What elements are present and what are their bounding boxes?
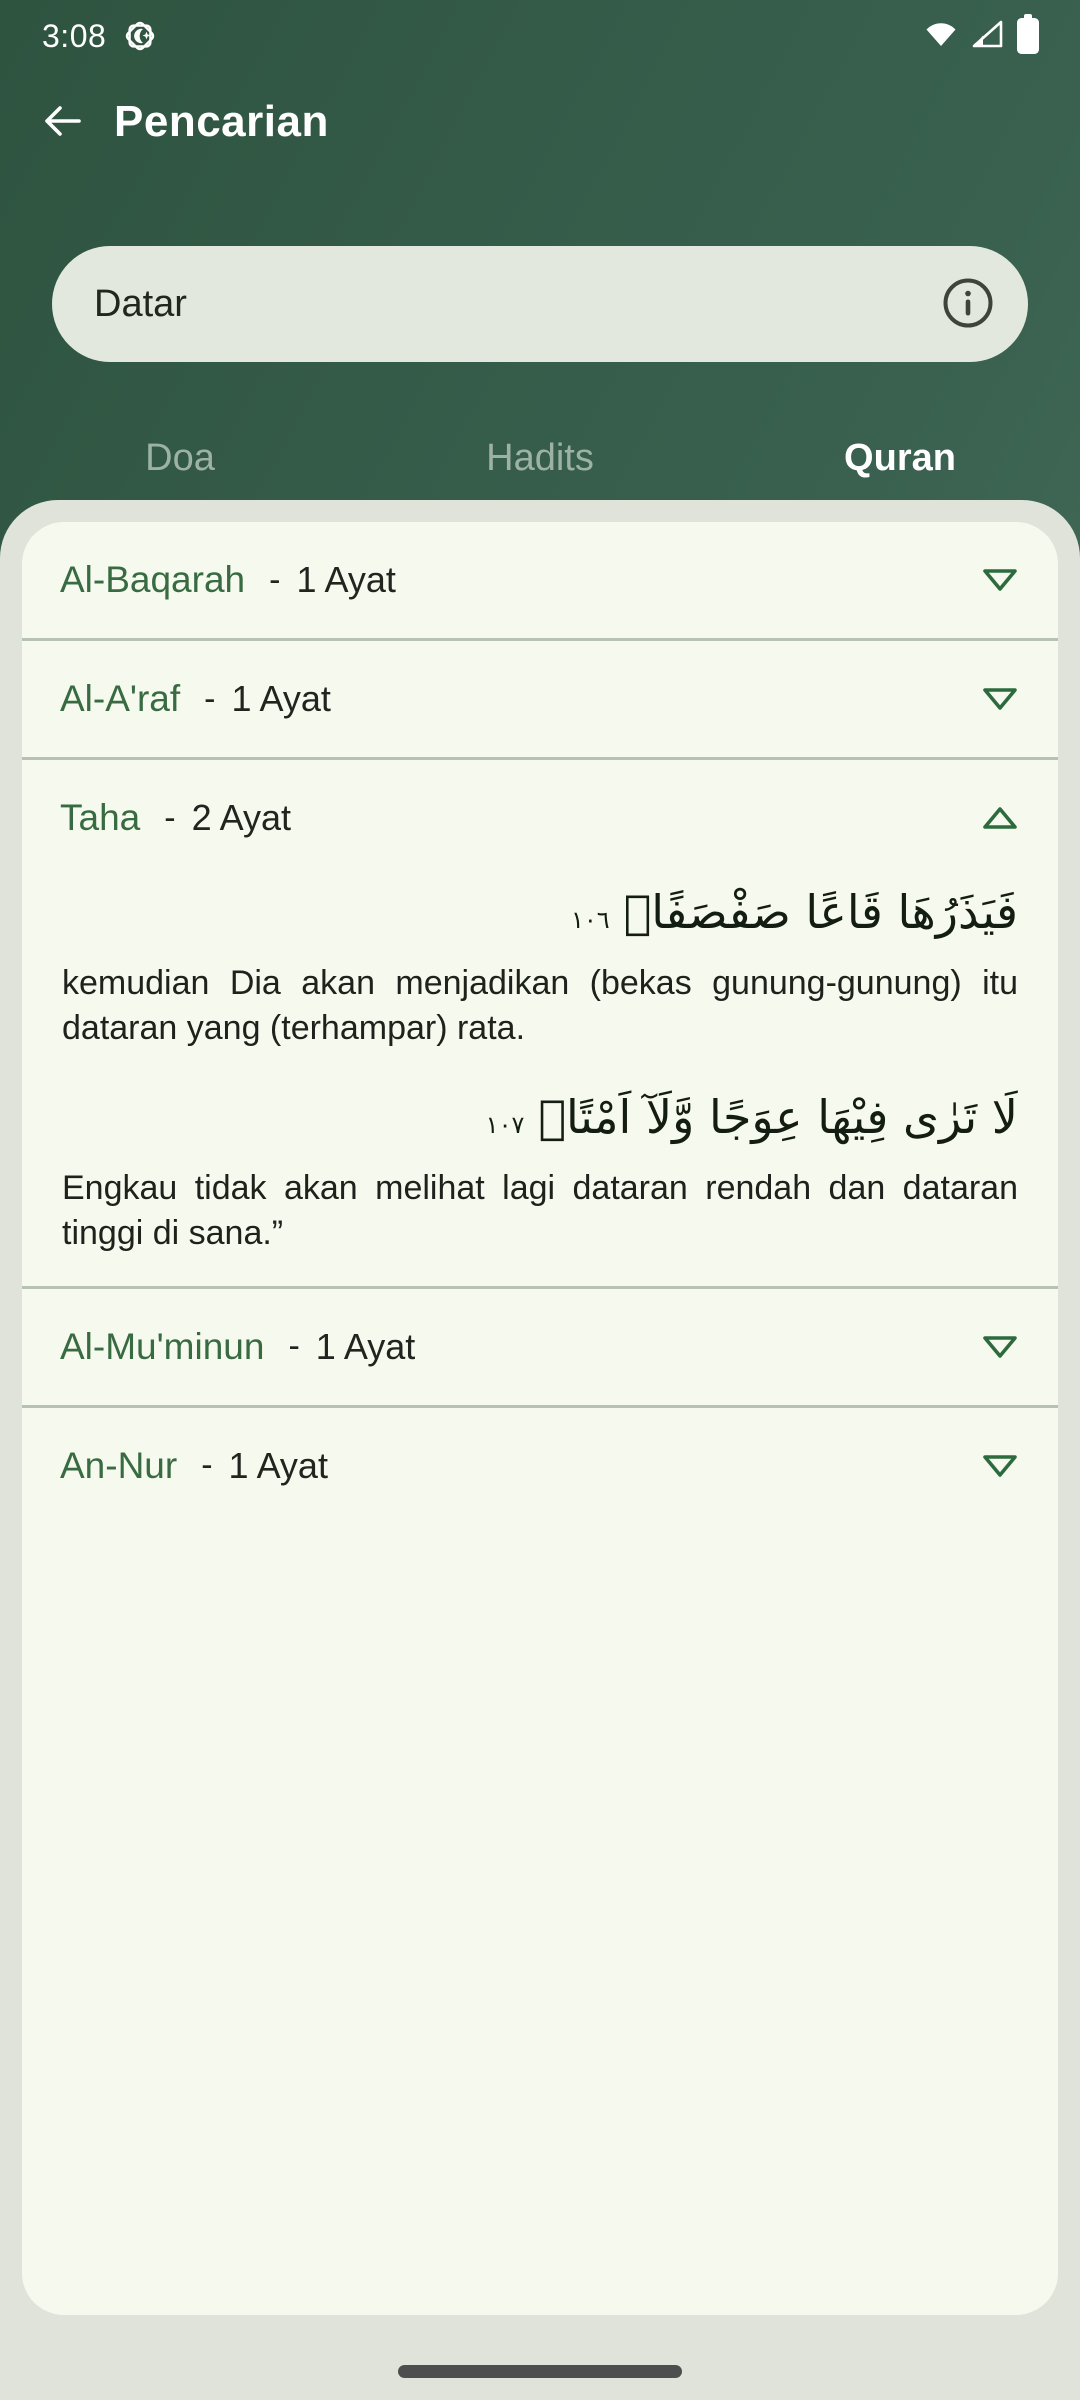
result-row-header[interactable] [22,522,1058,638]
search-input[interactable] [92,282,942,327]
chevron-down-icon[interactable] [980,1332,1020,1362]
ayat-count: 1 Ayat [315,1325,416,1367]
separator: - [269,560,281,599]
arrow-left-icon [38,97,86,148]
surah-name: Al-Mu'minun [60,1325,265,1367]
arabic-verse: فَيَذَرُهَا قَاعًا صَفْصَفًاۙ [623,885,1018,939]
cellular-signal-icon [970,19,1004,54]
result-row [22,1286,1058,1405]
info-icon [942,277,994,332]
chevron-down-icon[interactable] [980,565,1020,595]
results-sheet [0,500,1080,2400]
tab-quran[interactable]: Quran [844,437,956,479]
result-row-header[interactable] [22,760,1058,876]
tab-hadits[interactable]: Hadits [486,437,594,479]
crescent-star-badge-icon [122,18,158,54]
ayat-translation: Engkau tidak akan melihat lagi dataran rendah dan dataran tinggi di sana.” [62,1168,1018,1252]
status-bar [0,0,1080,66]
ayat-count: 1 Ayat [228,1444,328,1486]
verse-number: ١٠٧ [485,1110,525,1139]
ayat-arabic-text [22,1081,1058,1166]
result-row [22,638,1058,757]
ayat-count: 1 Ayat [231,678,331,719]
tab-bar [0,432,1080,484]
results-list [22,522,1058,1524]
arabic-verse: لَا تَرٰى فِيْهَا عِوَجًا وَّلَآ اَمْتًاۗ [538,1089,1018,1144]
page-title: Pencarian [114,97,329,146]
surah-name: Taha [60,797,141,838]
result-row-header[interactable] [22,1289,1058,1405]
ayat-count: 2 Ayat [191,797,291,838]
result-row [22,522,1058,638]
wifi-icon [924,19,958,54]
result-row-header[interactable] [22,1408,1058,1524]
back-button[interactable] [38,98,86,146]
surah-name: Al-Baqarah [60,559,246,600]
info-button[interactable] [942,277,994,332]
tab-doa[interactable]: Doa [145,437,215,479]
surah-name: An-Nur [60,1444,178,1486]
chevron-up-icon[interactable] [980,803,1020,833]
separator: - [201,1446,213,1484]
chevron-down-icon[interactable] [980,684,1020,714]
ayat-translation: kemudian Dia akan menjadikan (bekas gunung-gunung) itu dataran yang (terhampar) rata. [62,964,1018,1047]
search-bar [52,246,1028,362]
status-time: 3:08 [42,17,107,54]
status-icons [924,14,1040,59]
separator: - [204,679,216,718]
verse-number: ١٠٦ [571,906,610,934]
gesture-bar[interactable] [398,2365,682,2378]
ayat-count: 1 Ayat [296,559,396,600]
result-row [22,1405,1058,1524]
result-row [22,757,1058,1256]
surah-name: Al-A'raf [60,678,181,719]
separator: - [288,1327,300,1365]
battery-icon [1016,14,1040,59]
chevron-down-icon[interactable] [980,1451,1020,1481]
result-row-header[interactable] [22,641,1058,757]
results-panel [22,522,1058,2315]
ayat-arabic-text [22,876,1058,961]
app-header [0,86,1080,158]
separator: - [164,798,176,837]
